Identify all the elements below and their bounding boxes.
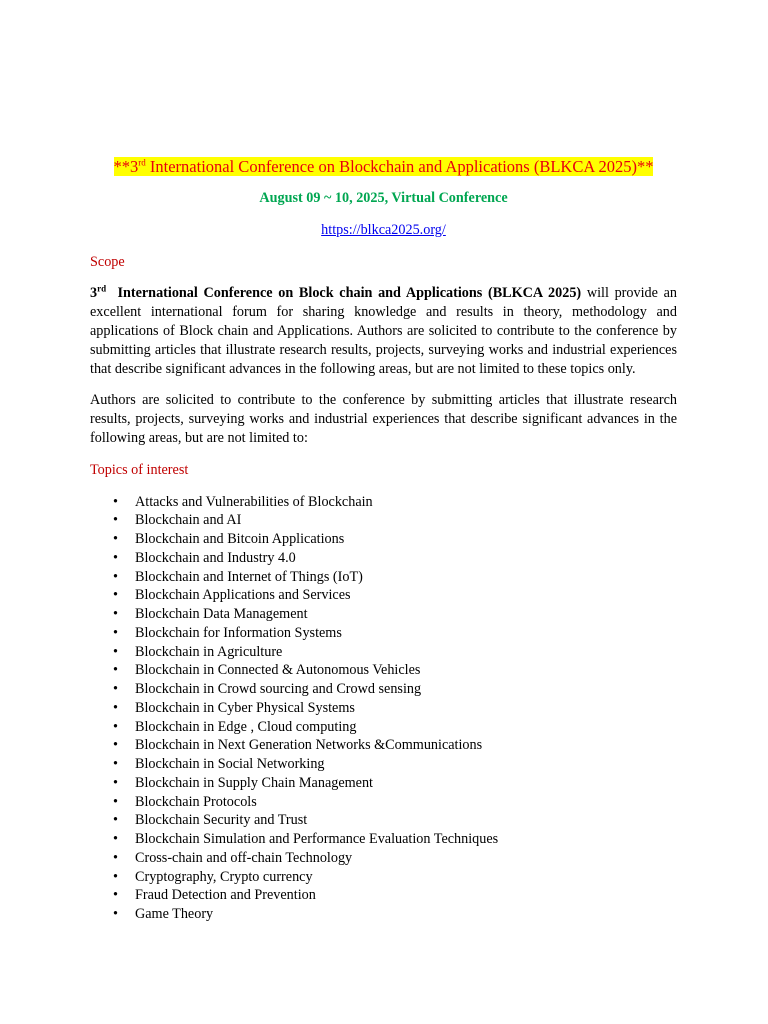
topic-label: Blockchain and Internet of Things (IoT) — [135, 568, 363, 585]
topic-list-item — [113, 811, 677, 830]
bullet-icon: • — [113, 493, 118, 510]
title-superscript: rd — [138, 157, 146, 168]
topic-label: Blockchain and AI — [135, 512, 242, 529]
topic-list-item — [113, 868, 677, 887]
bullet-icon: • — [113, 699, 118, 716]
scope-paragraph-1 — [90, 284, 677, 378]
topic-label: Blockchain in Social Networking — [135, 756, 325, 773]
bullet-icon: • — [113, 906, 118, 923]
bullet-icon: • — [113, 606, 118, 623]
bullet-icon: • — [113, 756, 118, 773]
conference-url-line — [90, 221, 677, 240]
bullet-icon: • — [113, 849, 118, 866]
bullet-icon: • — [113, 831, 118, 848]
topic-label: Blockchain in Next Generation Networks &Communications — [135, 737, 483, 754]
scope-lead-bold — [90, 285, 581, 301]
topic-label: Blockchain Simulation and Performance Evaluation Techniques — [135, 831, 499, 848]
scope-paragraph-2: Authors are solicited to contribute to the conference by submitting articles that illustrate research results, projects, surveying works and industrial experiences that describe significant advances in the following areas, but are not limited to: — [90, 392, 677, 446]
bullet-icon: • — [113, 737, 118, 754]
bullet-icon: • — [113, 549, 118, 566]
bullet-icon: • — [113, 868, 118, 885]
topic-label: Blockchain and Bitcoin Applications — [135, 531, 345, 548]
topic-list-item — [113, 549, 677, 568]
topic-label: Attacks and Vulnerabilities of Blockchain — [135, 493, 373, 510]
bullet-icon: • — [113, 887, 118, 904]
topic-label: Blockchain in Connected & Autonomous Vehicles — [135, 662, 421, 679]
topic-list-item — [113, 493, 677, 512]
topic-list-item — [113, 605, 677, 624]
scope-lead-number: 3 — [90, 285, 98, 302]
conference-date: August 09 ~ 10, 2025, Virtual Conference — [259, 190, 508, 206]
topic-list-item — [113, 718, 677, 737]
bullet-icon: • — [113, 531, 118, 548]
topic-list-item — [113, 530, 677, 549]
topic-list-item — [113, 886, 677, 905]
bullet-icon: • — [113, 568, 118, 585]
title-prefix: **3 — [113, 157, 139, 176]
topic-label: Game Theory — [135, 906, 214, 923]
topic-label: Blockchain for Information Systems — [135, 624, 342, 641]
bullet-icon: • — [113, 793, 118, 810]
topic-list-item — [113, 774, 677, 793]
topic-list-item — [113, 511, 677, 530]
document-page — [90, 155, 677, 924]
topics-list — [90, 493, 677, 924]
topic-list-item — [113, 586, 677, 605]
topic-list-item — [113, 661, 677, 680]
topic-list-item — [113, 680, 677, 699]
topic-list-item — [113, 643, 677, 662]
topic-list-item — [113, 830, 677, 849]
title-main: International Conference on Blockchain and Applications (BLKCA 2025) — [145, 157, 637, 176]
topic-label: Cryptography, Crypto currency — [135, 868, 313, 885]
topic-list-item — [113, 849, 677, 868]
bullet-icon: • — [113, 624, 118, 641]
topic-list-item — [113, 755, 677, 774]
topics-heading: Topics of interest — [90, 461, 189, 478]
topic-list-item — [113, 568, 677, 587]
title-suffix: ** — [636, 157, 654, 176]
topic-label: Blockchain Applications and Services — [135, 587, 351, 604]
topic-list-item — [113, 699, 677, 718]
scope-paragraph-1-text: will provide an excellent international forum for sharing knowledge and results in theory, methodology and applications of Block chain and Applications. Authors are solicited to contribute to the conference by submitting articles that illustrate research results, projects, surveying works and industrial experiences that describe significant advances in the following areas, but are not limited to these topics only. — [90, 285, 677, 377]
topic-list-item — [113, 624, 677, 643]
bullet-icon: • — [113, 718, 118, 735]
bullet-icon: • — [113, 512, 118, 529]
bullet-icon: • — [113, 662, 118, 679]
topic-label: Blockchain and Industry 4.0 — [135, 549, 296, 566]
conference-url-link[interactable]: https://blkca2025.org/ — [321, 221, 446, 238]
topic-label: Blockchain in Agriculture — [135, 643, 283, 660]
topic-list-item — [113, 793, 677, 812]
topic-label: Blockchain in Cyber Physical Systems — [135, 699, 355, 716]
topic-list-item — [113, 736, 677, 755]
bullet-icon: • — [113, 681, 118, 698]
scope-heading: Scope — [90, 253, 125, 270]
topic-label: Blockchain in Crowd sourcing and Crowd sensing — [135, 681, 422, 698]
topic-label: Cross-chain and off-chain Technology — [135, 849, 353, 866]
bullet-icon: • — [113, 643, 118, 660]
bullet-icon: • — [113, 587, 118, 604]
title-highlight — [114, 157, 654, 176]
topic-label: Blockchain Security and Trust — [135, 812, 308, 829]
topic-list-item — [113, 905, 677, 924]
bullet-icon: • — [113, 774, 118, 791]
topic-label: Blockchain Data Management — [135, 606, 308, 623]
topic-label: Blockchain in Edge , Cloud computing — [135, 718, 357, 735]
scope-lead-superscript: rd — [97, 283, 107, 294]
topic-label: Blockchain Protocols — [135, 793, 257, 810]
topic-label: Blockchain in Supply Chain Management — [135, 774, 373, 791]
topic-label: Fraud Detection and Prevention — [135, 887, 316, 904]
page-title — [90, 155, 677, 179]
scope-lead-title: International Conference on Block chain and Applications (BLKCA 2025) — [106, 285, 582, 302]
bullet-icon: • — [113, 812, 118, 829]
